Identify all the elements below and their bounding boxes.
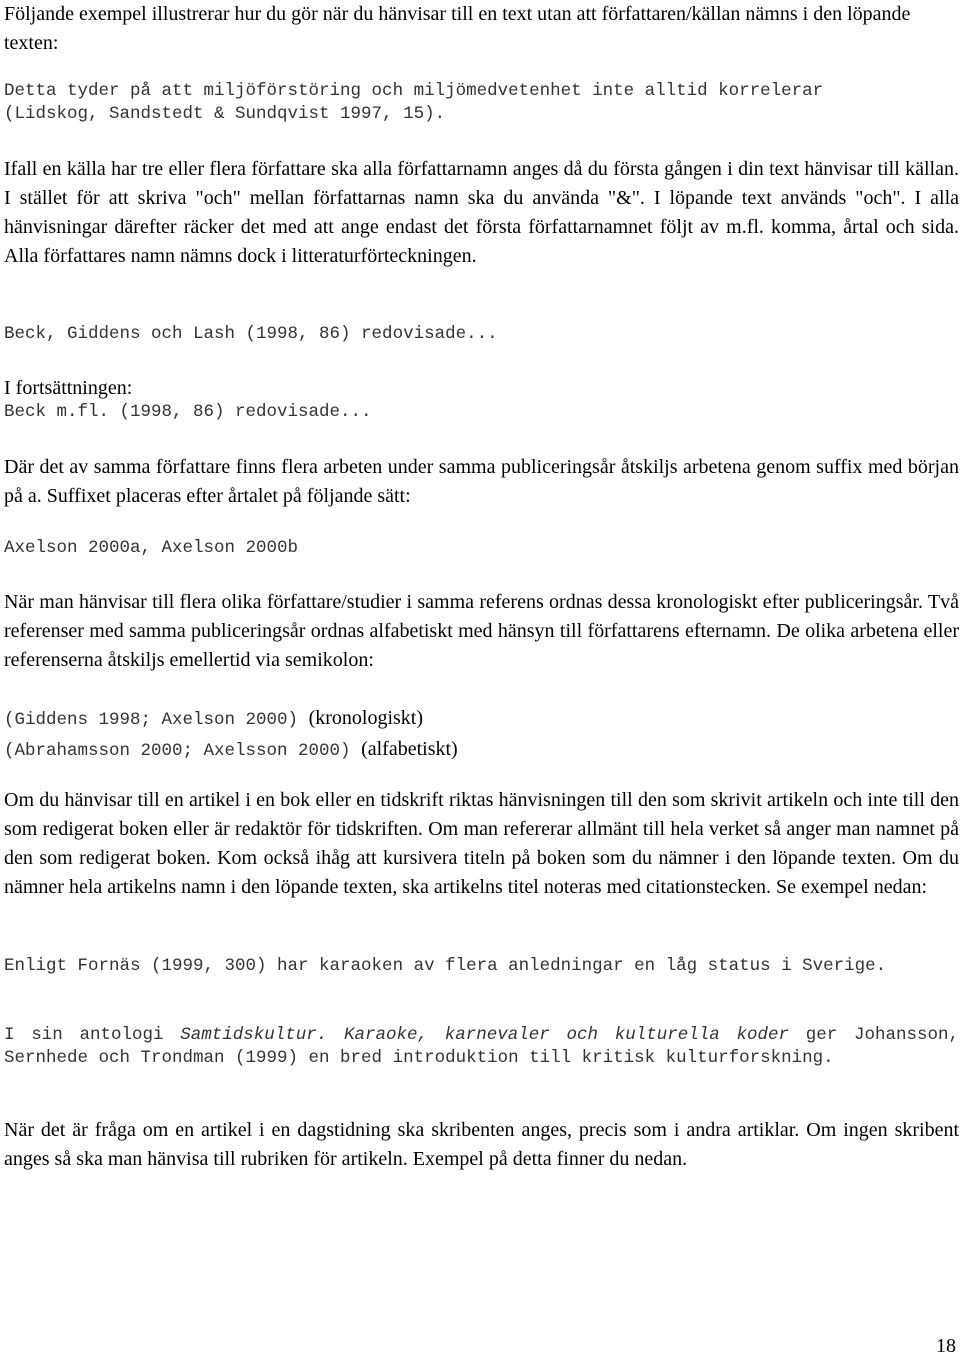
newspaper-paragraph: När det är fråga om en artikel i en dagstidning ska skribenten anges, precis som i andra artiklar. Om ingen skribent anges så ska man hänvisa till rubriken för artikeln. Exempel på detta finner du nedan. <box>4 1119 959 1170</box>
example-suffix: Axelson 2000a, Axelson 2000b <box>4 538 299 558</box>
suffix-paragraph: Där det av samma författare finns flera arbeten under samma publiceringsår åtskiljs arbetena genom suffix med början på a. Suffixet placeras efter årtalet på följande sätt: <box>4 456 959 507</box>
chronological-paragraph: När man hänvisar till flera olika författare/studier i samma referens ordnas dessa kronologiskt efter publiceringsår. Två referenser med samma publiceringsår ordnas alfabetiskt med hänsyn till författarens efternamn. De olika arbetena eller referenserna åtskiljs emellertid via semikolon: <box>4 591 959 671</box>
example-anthology <box>4 1024 959 1070</box>
example-fornas: Enligt Fornäs (1999, 300) har karaoken av flera anledningar en låg status i Sverige. <box>4 956 887 976</box>
example-note: (kronologiskt) <box>308 707 424 729</box>
example-line-chronological <box>4 704 959 735</box>
example-text: I sin antologi <box>4 1025 181 1045</box>
three-authors-paragraph: Ifall en källa har tre eller flera författare ska alla författarnamn anges då du första gången i din text hänvisar till källan. I stället för att skriva "och" mellan författarnas namn ska du använda "&". I löpande text används "och". I alla hänvisningar därefter räcker det med att ange endast det första författarnamnet följt av m.fl. komma, årtal och sida. Alla författares namn nämns dock i litteraturförteckningen. <box>4 158 959 267</box>
intro-paragraph: Följande exempel illustrerar hur du gör när du hänvisar till en text utan att författaren/källan nämns i den löpande texten: <box>4 3 911 54</box>
example-line: (Lidskog, Sandstedt & Sundqvist 1997, 15). <box>4 104 446 124</box>
continuation-label: I fortsättningen: <box>4 377 133 399</box>
example-note: (alfabetiskt) <box>361 738 458 760</box>
example-ordering-block <box>4 704 959 766</box>
example-text: ger Johansson, Sernhede och Trondman (1999) en bred introduktion till kritisk kulturforskning. <box>4 1025 959 1068</box>
example-code: (Giddens 1998; Axelson 2000) <box>4 710 299 730</box>
book-title: Samtidskultur. Karaoke, karnevaler och kulturella koder <box>180 1025 789 1045</box>
example-line: Detta tyder på att miljöförstöring och miljömedvetenhet inte alltid korrelerar <box>4 81 824 101</box>
example-citation-block <box>4 80 959 126</box>
page-number: 18 <box>936 1335 956 1357</box>
example-mfl: Beck m.fl. (1998, 86) redovisade... <box>4 402 372 422</box>
example-line-alphabetical <box>4 735 959 766</box>
example-code: (Abrahamsson 2000; Axelsson 2000) <box>4 741 351 761</box>
article-paragraph: Om du hänvisar till en artikel i en bok eller en tidskrift riktas hänvisningen till den som skrivit artikeln och inte till den som redigerat boken eller är redaktör för tidskriften. Om man refererar allmänt till hela verket så anger man namnet på den som redigerat boken. Kom också ihåg att kursivera titeln på boken som du nämner i den löpande texten. Om du nämner hela artikelns namn i den löpande texten, ska artikelns titel noteras med citationstecken. Se exempel nedan: <box>4 789 959 898</box>
example-multi-author: Beck, Giddens och Lash (1998, 86) redovisade... <box>4 324 498 344</box>
